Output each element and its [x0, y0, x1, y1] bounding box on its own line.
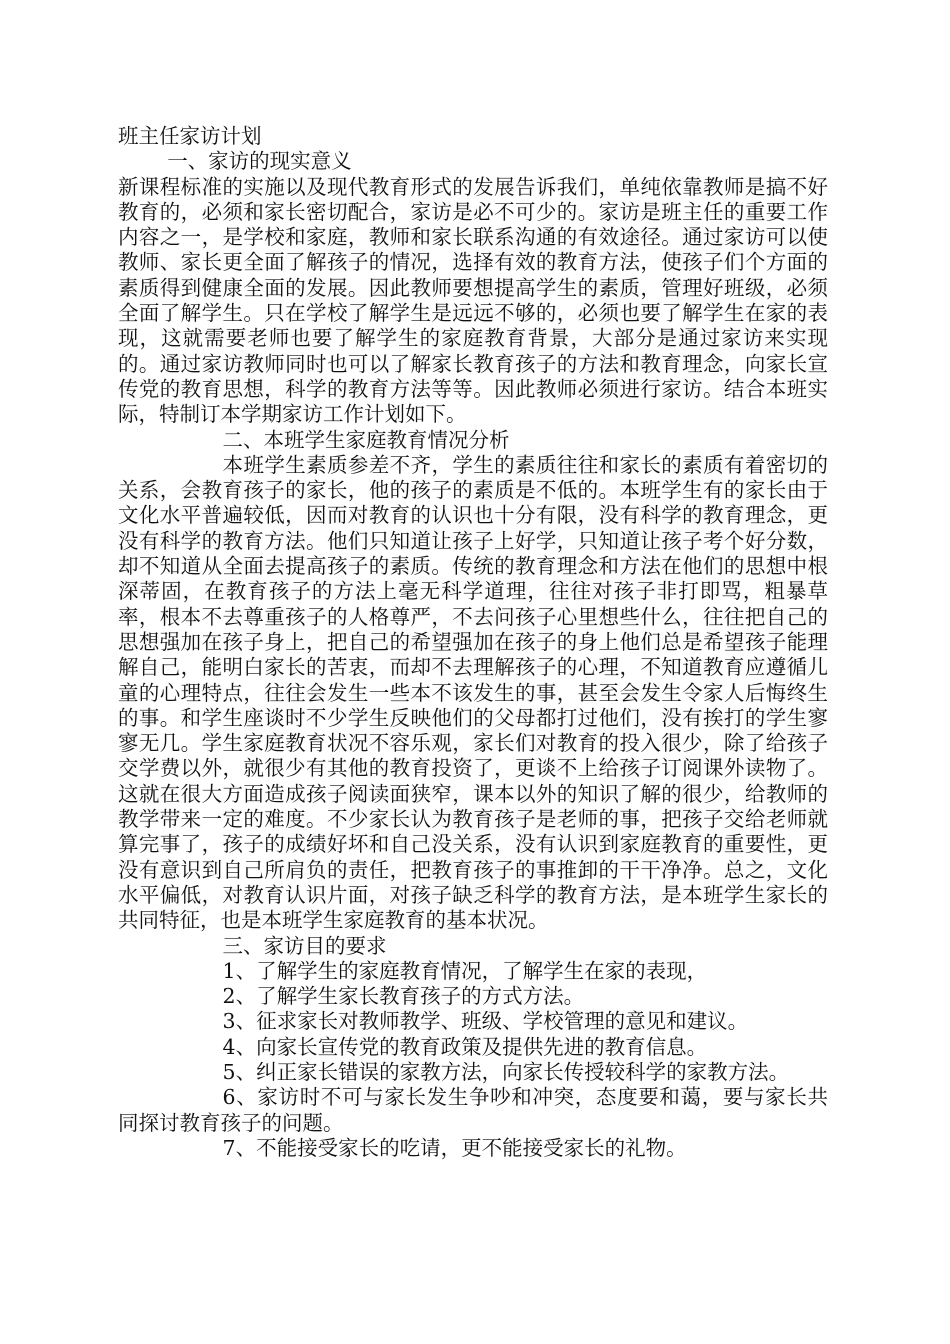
list-item: 2、了解学生家长教育孩子的方式方法。: [222, 984, 585, 1009]
section3-heading: 三、家访目的要求: [222, 933, 387, 958]
document-page: [118, 124, 828, 1161]
list-item: 7、不能接受家长的吃请，更不能接受家长的礼物。: [222, 1135, 687, 1160]
list-item: 1、了解学生的家庭教育情况，了解学生在家的表现，: [222, 958, 708, 983]
list-item: 4、向家长宣传党的教育政策及提供先进的教育信息。: [222, 1034, 708, 1059]
list-item: 6、家访时不可与家长发生争吵和冲突，态度要和蔼，要与家长共同探讨教育孩子的问题。: [118, 1085, 828, 1135]
list-item: 5、纠正家长错误的家教方法，向家长传授较科学的家教方法。: [222, 1059, 790, 1084]
section1-heading: 一、家访的现实意义: [167, 149, 352, 174]
list-item: 3、征求家长对教师教学、班级、学校管理的意见和建议。: [222, 1009, 749, 1034]
section1-paragraph: 新课程标准的实施以及现代教育形式的发展告诉我们，单纯依靠教师是搞不好教育的，必须和家长密切配合，家访是必不可少的。家访是班主任的重要工作内容之一，是学校和家庭，教师和家长联系沟通的有效途径。通过家访可以使教师、家长更全面了解孩子的情况，选择有效的教育方法，使孩子们个方面的素质得到健康全面的发展。因此教师要想提高学生的素质，管理好班级，必须全面了解学生。只在学校了解学生是远远不够的，必须也要了解学生在家的表现，这就需要老师也要了解学生的家庭教育背景，大部分是通过家访来实现的。通过家访教师同时也可以了解家长教育孩子的方法和教育理念，向家长宣传党的教育思想，科学的教育方法等等。因此教师必须进行家访。结合本班实际，特制订本学期家访工作计划如下。: [118, 174, 828, 427]
section2-paragraph: 本班学生素质参差不齐，学生的素质往往和家长的素质有着密切的关系，会教育孩子的家长，他的孩子的素质是不低的。本班学生有的家长由于文化水平普遍较低，因而对教育的认识也十分有限，没有科学的教育理念，更没有科学的教育方法。他们只知道让孩子上好学，只知道让孩子考个好分数，却不知道从全面去提高孩子的素质。传统的教育理念和方法在他们的思想中根深蒂固，在教育孩子的方法上毫无科学道理，往往对孩子非打即骂，粗暴草率，根本不去尊重孩子的人格尊严，不去问孩子心里想些什么，往往把自己的思想强加在孩子身上，把自己的希望强加在孩子的身上他们总是希望孩子能理解自己，能明白家长的苦衷，而却不去理解孩子的心理，不知道教育应遵循儿童的心理特点，往往会发生一些本不该发生的事，甚至会发生令家人后悔终生的事。和学生座谈时不少学生反映他们的父母都打过他们，没有挨打的学生寥寥无几。学生家庭教育状况不容乐观，家长们对教育的投入很少，除了给孩子交学费以外，就很少有其他的教育投资了，更谈不上给孩子订阅课外读物了。这就在很大方面造成孩子阅读面狭窄，课本以外的知识了解的很少，给教师的教学带来一定的难度。不少家长认为教育孩子是老师的事，把孩子交给老师就算完事了，孩子的成绩好坏和自己没关系，没有认识到家庭教育的重要性，更没有意识到自己所肩负的责任，把教育孩子的事推卸的干干净净。总之，文化水平偏低，对教育认识片面，对孩子缺乏科学的教育方法，是本班学生家长的共同特征，也是本班学生家庭教育的基本状况。: [118, 452, 828, 933]
section2-heading: 二、本班学生家庭教育情况分析: [222, 427, 510, 452]
document-title: 班主任家访计划: [118, 124, 262, 148]
